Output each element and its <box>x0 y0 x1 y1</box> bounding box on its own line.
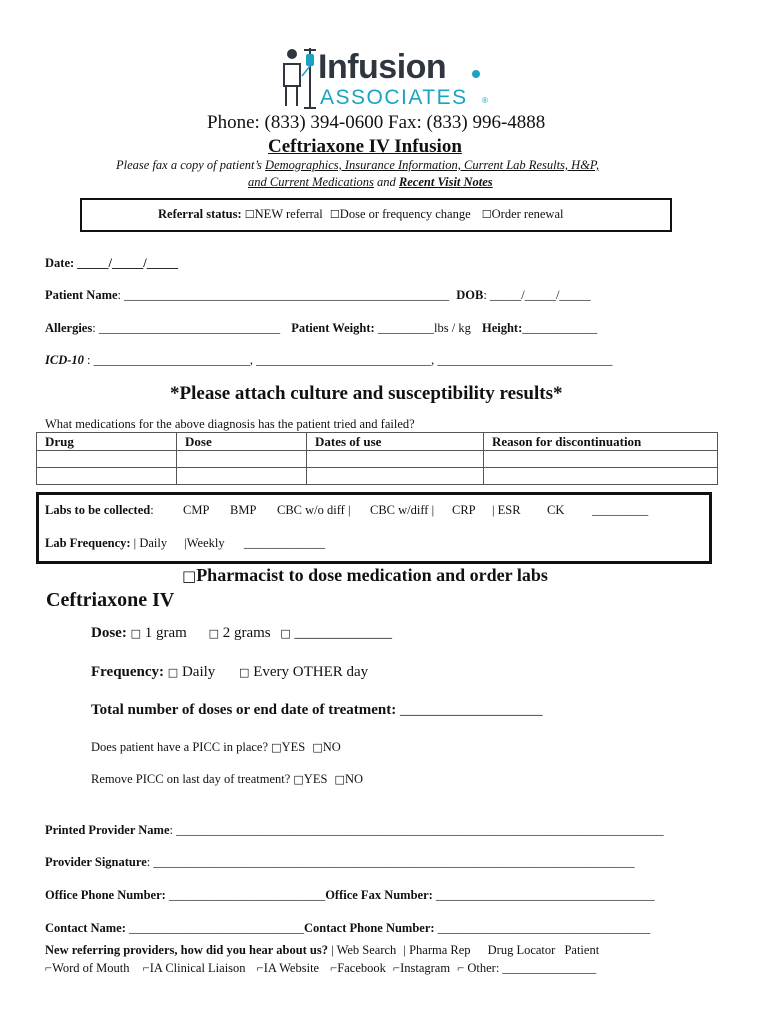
tried-failed-question: What medications for the above diagnosis has the patient tried and failed? <box>45 417 415 431</box>
header-drug: Drug <box>37 433 177 451</box>
total-doses-field[interactable]: ___________________ <box>396 702 543 718</box>
labs-label: Labs to be collected <box>45 503 151 517</box>
header-reason: Reason for discontinuation <box>484 433 718 451</box>
lab-other-field[interactable]: _________ <box>592 503 649 517</box>
dose-change-label: Dose or frequency change <box>339 207 471 221</box>
phone-fax-line: Phone: (833) 394-0600 Fax: (833) 996-4888 <box>207 112 546 133</box>
lab-frequency-row <box>45 536 325 551</box>
icd10-field[interactable]: : _________________________, ____________________________, ____________________________ <box>83 353 613 367</box>
lab-ck[interactable]: CK <box>547 503 565 517</box>
patient-name-label: Patient Name <box>45 288 118 302</box>
table-header-row <box>37 433 718 451</box>
source-web-search[interactable]: Web Search <box>336 943 397 957</box>
lab-bmp[interactable]: BMP <box>230 503 257 517</box>
frequency-daily-checkbox[interactable]: □ <box>167 666 179 679</box>
printed-name-row <box>45 823 664 838</box>
table-row <box>37 468 718 485</box>
source-patient[interactable]: Patient <box>564 943 600 957</box>
office-fax-label: Office Fax Number: <box>325 888 433 902</box>
checkbox-mark[interactable]: | <box>331 943 334 957</box>
picc-yes-checkbox[interactable]: □ <box>271 741 282 754</box>
clinician-iv-pole-icon <box>278 44 318 110</box>
lab-frequency-weekly[interactable]: Weekly <box>186 536 225 550</box>
lab-crp <box>452 503 476 518</box>
total-doses-label: Total number of doses or end date of treatment: <box>91 702 397 718</box>
checkbox-mark[interactable]: | <box>403 943 406 957</box>
dose-row <box>91 625 392 642</box>
picc-remove-row <box>91 772 363 787</box>
picc-remove-no-label: NO <box>344 772 364 786</box>
checkbox-mark[interactable]: | <box>492 503 495 517</box>
dose-1g-label: 1 gram <box>144 625 187 641</box>
picc-no-label: NO <box>322 740 341 754</box>
checkbox-mark[interactable]: ⌐ <box>457 961 465 975</box>
dose-2g-checkbox[interactable]: □ <box>208 627 219 640</box>
picc-question: Does patient have a PICC in place? <box>91 740 269 754</box>
table-cell[interactable] <box>484 451 718 468</box>
source-other-field[interactable]: Other: _______________ <box>467 961 597 975</box>
dose-2g-label: 2 grams <box>222 625 271 641</box>
fax-request-and: and <box>373 175 399 189</box>
office-phone-fax-row <box>45 888 655 903</box>
logo-subword: ASSOCIATES <box>320 86 468 109</box>
frequency-eod-label: Every OTHER day <box>253 664 369 680</box>
referral-source-row-2 <box>45 961 596 976</box>
contact-name-field[interactable]: ____________________________ <box>125 921 305 935</box>
header-dates: Dates of use <box>307 433 484 451</box>
drug-heading: Ceftriaxone IV <box>46 589 175 611</box>
patient-name-field[interactable]: : ____________________________________________________ <box>117 288 450 302</box>
office-fax-field[interactable]: ___________________________________ <box>432 888 655 902</box>
patient-name-row[interactable] <box>45 288 591 303</box>
height-label: Height: <box>481 321 523 335</box>
fax-request-line-1 <box>116 158 599 173</box>
dob-label: DOB <box>456 288 484 302</box>
logo-dot <box>472 70 480 78</box>
table-row <box>37 451 718 468</box>
dose-1g-checkbox[interactable]: □ <box>130 627 141 640</box>
source-pharma-rep[interactable]: Pharma Rep <box>409 943 471 957</box>
frequency-label: Frequency: <box>91 664 165 680</box>
contact-name-label: Contact Name: <box>45 921 126 935</box>
frequency-eod-checkbox[interactable]: □ <box>239 666 250 679</box>
table-cell[interactable] <box>37 468 177 485</box>
lab-cbc-w-diff <box>370 503 434 518</box>
registered-mark: ® <box>482 96 488 105</box>
fax-request-line-2 <box>248 175 493 190</box>
order-renewal-checkbox[interactable]: ☐ <box>481 208 492 221</box>
table-cell[interactable] <box>307 468 484 485</box>
dose-change-checkbox[interactable]: ☐ <box>329 208 340 221</box>
pharmacist-dose-option <box>182 565 548 586</box>
pharmacist-checkbox[interactable]: □ <box>182 567 197 585</box>
date-field[interactable]: Date: _____/_____/_____ <box>45 256 178 270</box>
infusion-associates-logo <box>278 44 494 110</box>
office-phone-label: Office Phone Number: <box>45 888 166 902</box>
lab-cbc-wo-diff <box>277 503 350 518</box>
allergies-label: Allergies <box>45 321 93 335</box>
printed-name-field[interactable]: : ______________________________________________________________________________ <box>169 823 664 837</box>
signature-row <box>45 855 635 870</box>
culture-headline: *Please attach culture and susceptibility results* <box>170 383 563 404</box>
dob-field[interactable]: : _____/_____/_____ <box>483 288 591 302</box>
dose-other-checkbox[interactable]: □ <box>280 627 291 640</box>
labs-row <box>45 503 154 518</box>
checkbox-mark[interactable]: ⌐ <box>142 961 150 975</box>
checkbox-mark[interactable]: | <box>431 503 435 517</box>
printed-name-label: Printed Provider Name <box>45 823 170 837</box>
source-clinical-liaison[interactable]: IA Clinical Liaison <box>149 961 246 975</box>
fax-request-text: Please fax a copy of patient’s <box>116 158 266 172</box>
checkbox-mark[interactable]: ⌐ <box>330 961 338 975</box>
form-title: Ceftriaxone IV Infusion <box>268 136 462 157</box>
office-phone-field[interactable]: _________________________ <box>165 888 326 902</box>
lab-frequency-label: Lab Frequency: <box>45 536 131 550</box>
table-cell[interactable] <box>484 468 718 485</box>
source-facebook[interactable]: Facebook <box>337 961 386 975</box>
height-field[interactable]: ____________ <box>522 321 598 335</box>
table-cell[interactable] <box>37 451 177 468</box>
contact-row <box>45 921 650 936</box>
picc-remove-no-checkbox[interactable]: □ <box>334 773 345 786</box>
picc-yes-label: YES <box>281 740 306 754</box>
order-renewal-label: Order renewal <box>491 207 564 221</box>
table-cell[interactable] <box>177 451 307 468</box>
dose-label: Dose: <box>91 625 127 641</box>
table-cell[interactable] <box>177 468 307 485</box>
checkbox-mark[interactable]: | <box>184 536 187 550</box>
lab-cbc-w-diff-label[interactable]: CBC w/diff <box>370 503 429 517</box>
pharmacist-label: Pharmacist to dose medication and order labs <box>196 565 548 585</box>
checkbox-mark[interactable]: ⌐ <box>45 961 53 975</box>
header-dose: Dose <box>177 433 307 451</box>
fax-request-visit-notes: Recent Visit Notes <box>398 175 493 189</box>
new-referral-checkbox[interactable]: ☐ <box>244 208 255 221</box>
new-referral-label: NEW referral <box>254 207 323 221</box>
icd10-label: ICD-10 <box>45 353 84 367</box>
source-instagram[interactable]: Instagram <box>400 961 451 975</box>
source-ia-website[interactable]: IA Website <box>263 961 320 975</box>
lab-esr <box>492 503 521 518</box>
source-word-of-mouth[interactable]: Word of Mouth <box>52 961 130 975</box>
lab-esr-label[interactable]: ESR <box>497 503 521 517</box>
fax-request-docs: Demographics, Insurance Information, Current Lab Results, H&P, <box>265 158 600 172</box>
lab-frequency-daily[interactable]: Daily <box>139 536 168 550</box>
frequency-row <box>91 664 368 681</box>
picc-no-checkbox[interactable]: □ <box>312 741 323 754</box>
lab-crp-label[interactable]: CRP <box>452 503 476 517</box>
contact-phone-field[interactable]: __________________________________ <box>434 921 651 935</box>
referral-source-row <box>45 943 599 958</box>
referral-status-row <box>158 207 563 222</box>
source-drug-locator[interactable]: Drug Locator <box>487 943 556 957</box>
allergies-field[interactable]: : _____________________________ <box>92 321 281 335</box>
logo-wordmark: Infusion <box>318 48 447 86</box>
checkbox-mark[interactable]: ⌐ <box>393 961 401 975</box>
frequency-daily-label: Daily <box>181 664 216 680</box>
checkbox-mark[interactable]: ⌐ <box>256 961 264 975</box>
contact-phone-label: Contact Phone Number: <box>304 921 435 935</box>
icd10-row[interactable] <box>45 353 612 368</box>
lab-frequency-other-field[interactable]: _____________ <box>243 536 325 550</box>
lab-cbc-wo-diff-label[interactable]: CBC w/o diff <box>277 503 345 517</box>
fax-request-meds: and Current Medications <box>248 175 374 189</box>
labs-colon: : <box>150 503 154 517</box>
picc-row <box>91 740 341 755</box>
total-doses-row <box>91 702 543 719</box>
checkbox-mark[interactable]: | <box>133 536 137 550</box>
lab-cmp[interactable]: CMP <box>183 503 210 517</box>
table-cell[interactable] <box>307 451 484 468</box>
picc-remove-yes-label: YES <box>303 772 328 786</box>
referral-status-label: Referral status: <box>158 207 242 221</box>
picc-remove-question: Remove PICC on last day of treatment? <box>91 772 291 786</box>
picc-remove-yes-checkbox[interactable]: □ <box>293 773 304 786</box>
signature-field[interactable]: : _____________________________________________________________________________ <box>146 855 635 869</box>
allergies-row <box>45 321 597 336</box>
signature-label: Provider Signature <box>45 855 147 869</box>
checkbox-mark[interactable]: | <box>347 503 351 517</box>
referral-source-label: New referring providers, how did you hear about us? <box>45 943 329 957</box>
medication-history-table <box>36 432 718 485</box>
weight-label: Patient Weight: <box>291 321 375 335</box>
weight-field[interactable]: _________lbs / kg <box>374 321 471 335</box>
dose-other-field[interactable]: _____________ <box>294 625 393 641</box>
